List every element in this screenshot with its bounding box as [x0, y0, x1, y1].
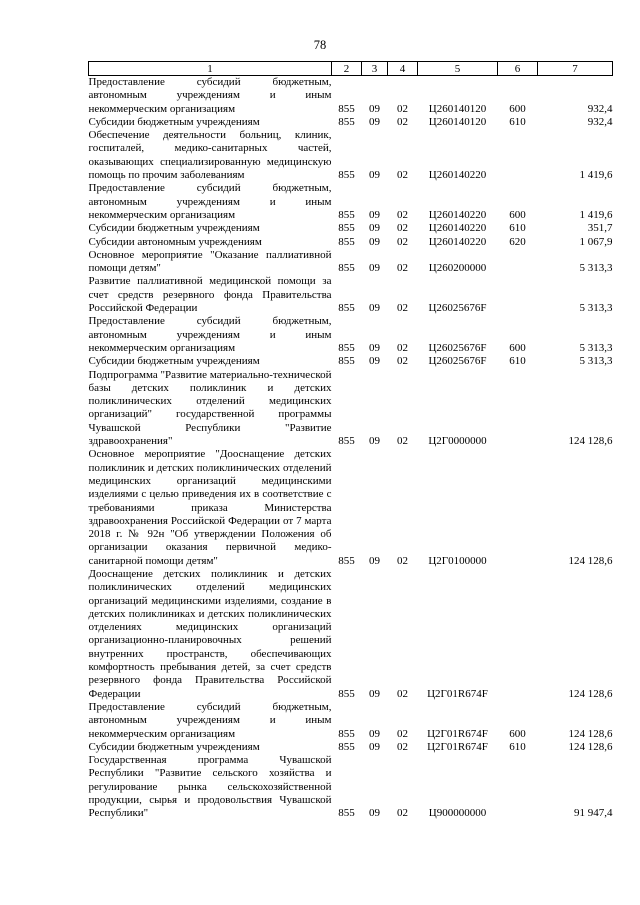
expense-type-cell [498, 448, 538, 568]
subsection-code-cell: 02 [397, 807, 408, 820]
section-code-cell: 09 [369, 435, 380, 448]
subsection-code-cell: 02 [397, 262, 408, 275]
table-row [89, 236, 613, 249]
expense-type-cell: 600 [509, 102, 526, 115]
target-article-cell: Ц260140120 [428, 102, 487, 115]
row-name-cell: Субсидии бюджетным учреждениям [88, 355, 260, 368]
section-code-cell: 09 [369, 687, 380, 700]
table-row [89, 315, 613, 355]
row-name-cell: Основное мероприятие "Дооснащение детских поликлиник и детских поликлинических отделений медицинских организаций медицинскими изделиями с целью приведения их в соответствие с требованиями приказа Министерства здравоохранения Российской Федерации от 7 марта 2018 г. № 92н "Об утверждении Положения об организации оказания первичной медико-санитарной помощи детям" [88, 448, 332, 567]
section-code-cell: 09 [369, 740, 380, 753]
expense-type-cell [498, 275, 538, 315]
amount-cell: 1 419,6 [579, 208, 613, 221]
ministry-code-cell: 855 [338, 435, 355, 448]
table-row [89, 568, 613, 701]
target-article-cell: Ц26025676F [428, 302, 487, 315]
row-name-cell: Субсидии бюджетным учреждениям [88, 222, 260, 235]
column-header: 4 [388, 62, 418, 76]
ministry-code-cell: 855 [338, 807, 355, 820]
section-code-cell: 09 [369, 727, 380, 740]
row-name-cell: Дооснащение детских поликлиник и детских поликлинических отделений медицинских организаций медицинскими изделиями, создание в детских поликлиниках и детских поликлинических отделениях медицинских организаций организационно-планировочных решений внутренних пространств, обеспечивающих комфортность пребывания детей, за счет средств резервного фонда Правительства Российской Федерации [88, 567, 332, 700]
table-row [89, 76, 613, 116]
section-code-cell: 09 [369, 115, 380, 128]
ministry-code-cell: 855 [338, 727, 355, 740]
expense-type-cell: 600 [509, 208, 526, 221]
expense-type-cell: 610 [509, 222, 526, 235]
ministry-code-cell: 855 [338, 302, 355, 315]
row-name-cell: Предоставление субсидий бюджетным, автономным учреждениям и иным некоммерческим организациям [88, 700, 332, 740]
ministry-code-cell: 855 [338, 554, 355, 567]
section-code-cell: 09 [369, 807, 380, 820]
column-header: 5 [418, 62, 498, 76]
target-article-cell: Ц2Г01R674F [427, 687, 488, 700]
target-article-cell: Ц2Г0100000 [428, 554, 487, 567]
row-name-cell: Предоставление субсидий бюджетным, автономным учреждениям и иным некоммерческим организациям [88, 182, 332, 221]
amount-cell: 5 313,3 [579, 262, 613, 275]
expense-type-cell [498, 129, 538, 182]
amount-cell: 124 128,6 [568, 554, 613, 567]
table-row [89, 754, 613, 820]
expense-type-cell [498, 249, 538, 276]
target-article-cell: Ц26025676F [428, 355, 487, 368]
subsection-code-cell: 02 [397, 355, 408, 368]
subsection-code-cell: 02 [397, 435, 408, 448]
target-article-cell: Ц260140120 [428, 115, 487, 128]
ministry-code-cell: 855 [338, 102, 355, 115]
ministry-code-cell: 855 [338, 262, 355, 275]
subsection-code-cell: 02 [397, 341, 408, 354]
subsection-code-cell: 02 [397, 235, 408, 248]
column-header: 7 [538, 62, 613, 76]
target-article-cell: Ц900000000 [428, 807, 487, 820]
ministry-code-cell: 855 [338, 235, 355, 248]
subsection-code-cell: 02 [397, 169, 408, 182]
table-row [89, 182, 613, 222]
amount-cell: 351,7 [587, 222, 613, 235]
expense-type-cell [498, 369, 538, 449]
target-article-cell: Ц260140220 [428, 208, 487, 221]
subsection-code-cell: 02 [397, 115, 408, 128]
subsection-code-cell: 02 [397, 740, 408, 753]
target-article-cell: Ц260140220 [428, 235, 487, 248]
amount-cell: 124 128,6 [568, 727, 613, 740]
row-name-cell: Предоставление субсидий бюджетным, автономным учреждениям и иным некоммерческим организациям [88, 76, 332, 115]
column-header: 2 [332, 62, 362, 76]
section-code-cell: 09 [369, 262, 380, 275]
amount-cell: 124 128,6 [568, 435, 613, 448]
subsection-code-cell: 02 [397, 102, 408, 115]
subsection-code-cell: 02 [397, 302, 408, 315]
target-article-cell: Ц2Г0000000 [428, 435, 487, 448]
amount-cell: 1 419,6 [579, 169, 613, 182]
target-article-cell: Ц2Г01R674F [427, 727, 488, 740]
table-row [89, 355, 613, 368]
table-row [89, 222, 613, 235]
column-header: 3 [362, 62, 388, 76]
section-code-cell: 09 [369, 169, 380, 182]
section-code-cell: 09 [369, 222, 380, 235]
expense-type-cell [498, 754, 538, 820]
column-header: 6 [498, 62, 538, 76]
table-body [89, 76, 613, 821]
expense-type-cell [498, 568, 538, 701]
ministry-code-cell: 855 [338, 169, 355, 182]
target-article-cell: Ц26025676F [428, 341, 487, 354]
amount-cell: 5 313,3 [579, 341, 613, 354]
section-code-cell: 09 [369, 235, 380, 248]
table-header-row [89, 62, 613, 76]
section-code-cell: 09 [369, 302, 380, 315]
table-row [89, 249, 613, 276]
row-name-cell: Субсидии бюджетным учреждениям [88, 115, 260, 128]
target-article-cell: Ц2Г01R674F [427, 740, 488, 753]
table-row [89, 369, 613, 449]
section-code-cell: 09 [369, 355, 380, 368]
page-number: 78 [313, 38, 327, 52]
expense-type-cell: 610 [509, 115, 526, 128]
ministry-code-cell: 855 [338, 341, 355, 354]
ministry-code-cell: 855 [338, 740, 355, 753]
ministry-code-cell: 855 [338, 115, 355, 128]
amount-cell: 1 067,9 [579, 235, 613, 248]
ministry-code-cell: 855 [338, 208, 355, 221]
row-name-cell: Субсидии бюджетным учреждениям [88, 740, 260, 753]
amount-cell: 124 128,6 [568, 687, 613, 700]
subsection-code-cell: 02 [397, 554, 408, 567]
table-row [89, 701, 613, 741]
table-row [89, 116, 613, 129]
amount-cell: 91 947,4 [574, 807, 613, 820]
amount-cell: 5 313,3 [579, 355, 613, 368]
budget-table [88, 61, 613, 821]
expense-type-cell: 600 [509, 341, 526, 354]
target-article-cell: Ц260140220 [428, 169, 487, 182]
row-name-cell: Подпрограмма "Развитие материально-технической базы детских поликлиник и детских поликлинических отделений медицинских организаций" государственной программы Чувашской Республики "Развитие здравоохранения" [88, 368, 332, 448]
column-header: 1 [89, 62, 332, 76]
expense-type-cell: 610 [509, 355, 526, 368]
target-article-cell: Ц260200000 [428, 262, 487, 275]
expense-type-cell: 620 [509, 235, 526, 248]
subsection-code-cell: 02 [397, 727, 408, 740]
row-name-cell: Предоставление субсидий бюджетным, автономным учреждениям и иным некоммерческим организациям [88, 315, 332, 354]
section-code-cell: 09 [369, 341, 380, 354]
section-code-cell: 09 [369, 102, 380, 115]
row-name-cell: Государственная программа Чувашской Республики "Развитие сельского хозяйства и регулирование рынка сельскохозяйственной продукции, сырья и продовольствия Чувашской Республики" [88, 754, 332, 820]
table-row [89, 129, 613, 182]
expense-type-cell: 610 [509, 740, 526, 753]
table-row [89, 448, 613, 568]
section-code-cell: 09 [369, 208, 380, 221]
expense-type-cell: 600 [509, 727, 526, 740]
subsection-code-cell: 02 [397, 687, 408, 700]
subsection-code-cell: 02 [397, 222, 408, 235]
ministry-code-cell: 855 [338, 687, 355, 700]
amount-cell: 5 313,3 [579, 302, 613, 315]
row-name-cell: Развитие паллиативной медицинской помощи за счет средств резервного фонда Правительства Российской Федерации [88, 275, 332, 315]
table-row [89, 741, 613, 754]
subsection-code-cell: 02 [397, 208, 408, 221]
amount-cell: 124 128,6 [568, 740, 613, 753]
amount-cell: 932,4 [587, 115, 613, 128]
table-row [89, 275, 613, 315]
amount-cell: 932,4 [587, 102, 613, 115]
row-name-cell: Обеспечение деятельности больниц, клиник, госпиталей, медико-санитарных частей, оказывающих специализированную медицинскую помощь по прочим заболеваниям [88, 129, 332, 182]
ministry-code-cell: 855 [338, 355, 355, 368]
target-article-cell: Ц260140220 [428, 222, 487, 235]
row-name-cell: Субсидии автономным учреждениям [88, 235, 262, 248]
ministry-code-cell: 855 [338, 222, 355, 235]
row-name-cell: Основное мероприятие "Оказание паллиативной помощи детям" [88, 248, 332, 275]
section-code-cell: 09 [369, 554, 380, 567]
